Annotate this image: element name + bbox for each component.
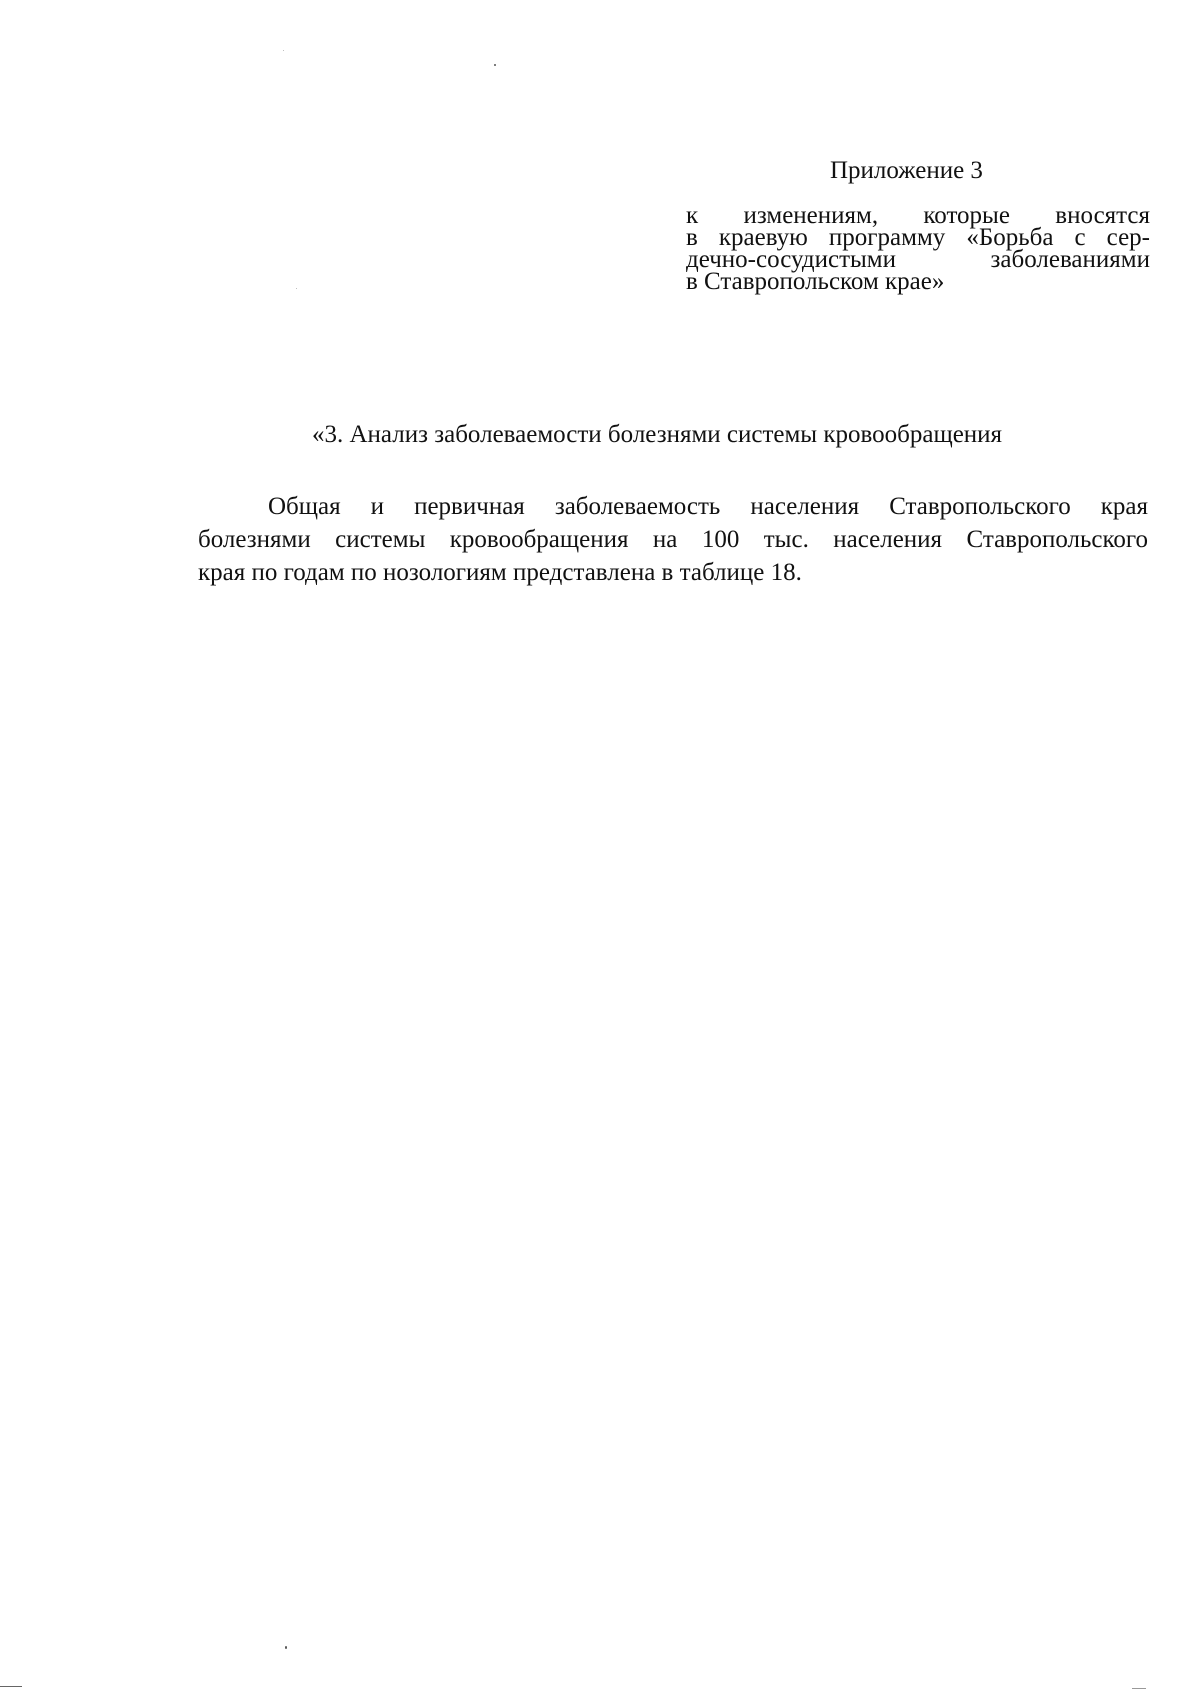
appendix-number: Приложение 3 (830, 157, 983, 184)
body-paragraph (198, 490, 1148, 589)
paragraph-line: болезнями системы кровообращения на 100 тыс. населения Ставропольского (198, 526, 1148, 553)
scan-edge-mark (1132, 1688, 1146, 1689)
paragraph-line: Общая и первичная заболеваемость населения Ставропольского края (268, 493, 1148, 520)
paragraph-line: края по годам по нозологиям представлена в таблице 18. (198, 559, 802, 586)
section-heading: «3. Анализ заболеваемости болезнями системы кровообращения (312, 421, 1003, 448)
appendix-reference-line: к изменениям, которые вносятся (686, 202, 1150, 229)
scan-speck (285, 1646, 287, 1649)
scan-speck (494, 64, 496, 66)
appendix-reference-line: в краевую программу «Борьба с сер- (686, 224, 1150, 251)
appendix-header (686, 156, 1150, 293)
scan-speck (283, 50, 284, 51)
appendix-reference (686, 202, 1150, 295)
appendix-reference-line: в Ставропольском крае» (686, 268, 945, 295)
scan-speck (296, 288, 297, 289)
scan-edge-mark (0, 1686, 22, 1687)
appendix-reference-line: дечно-сосудистыми заболеваниями (686, 246, 1150, 273)
